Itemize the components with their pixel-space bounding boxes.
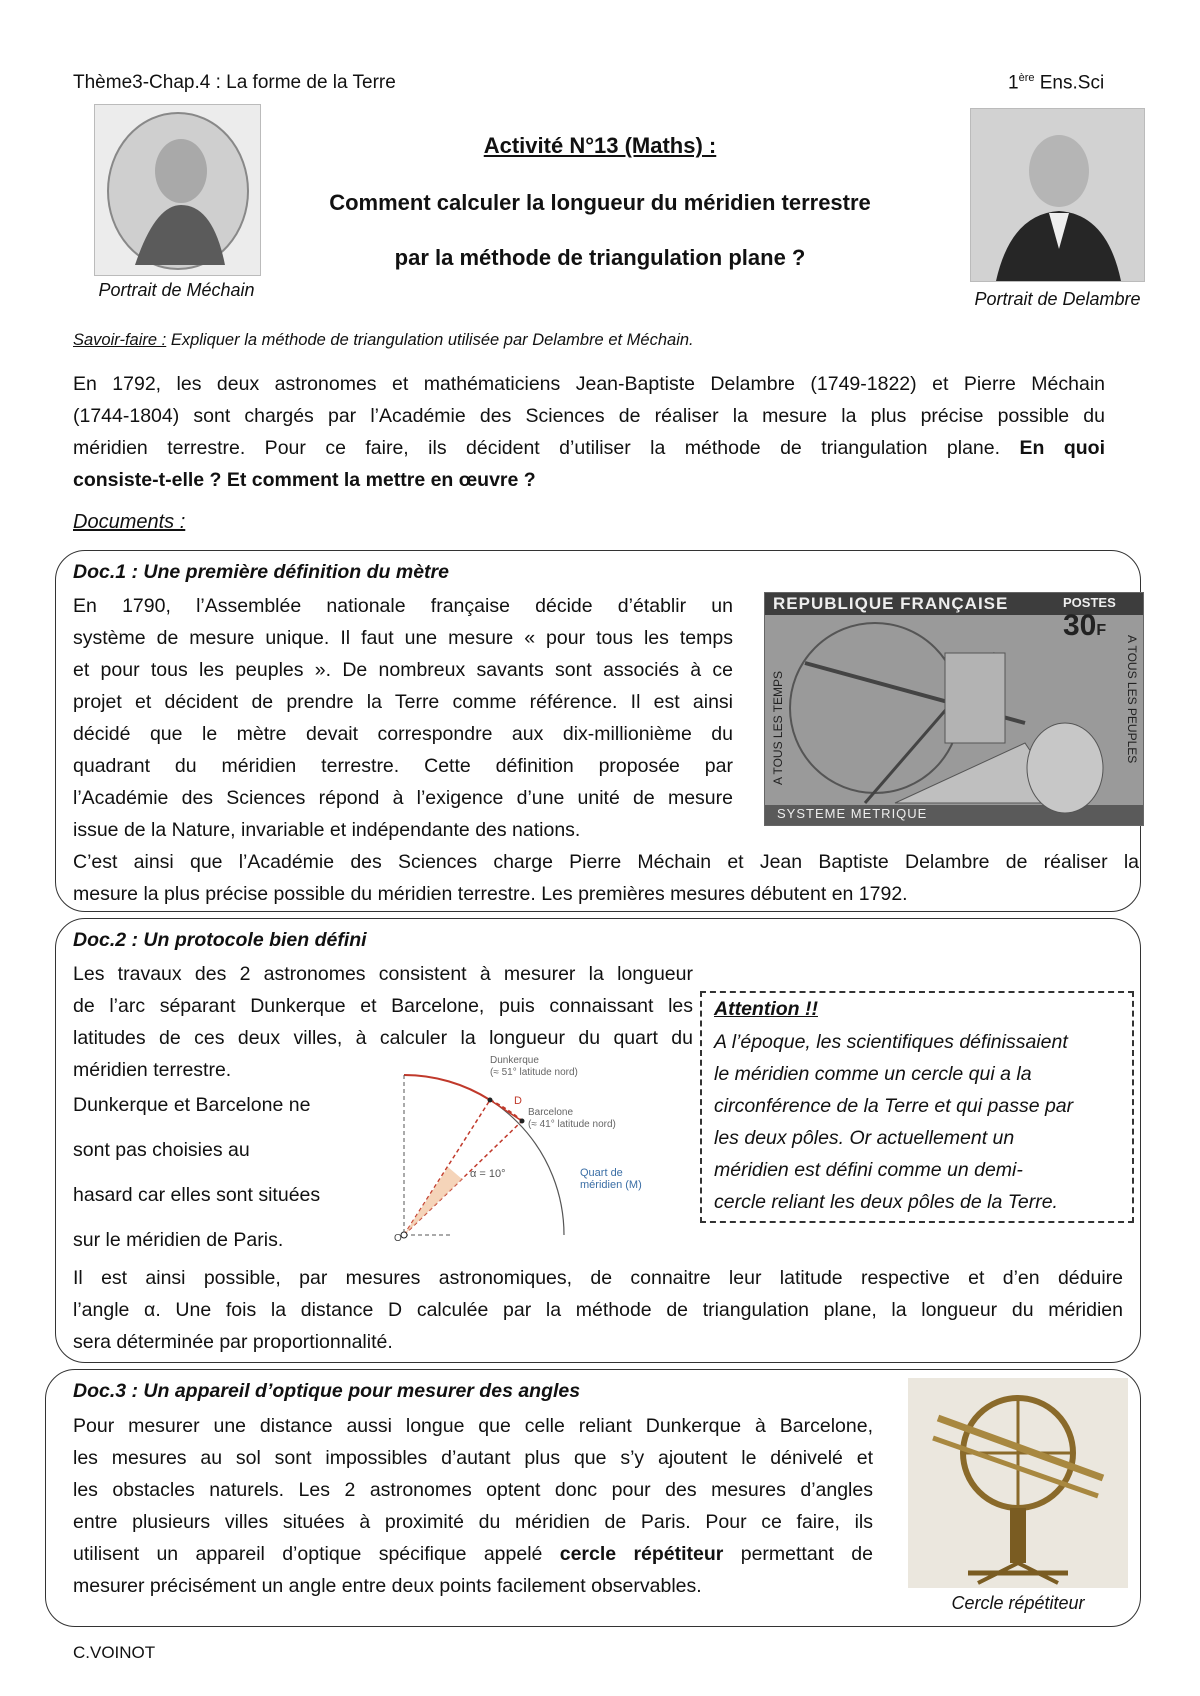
dunkerque-label: Dunkerque (≈ 51° latitude nord) bbox=[490, 1055, 578, 1078]
doc2-line: sur le méridien de Paris. bbox=[73, 1229, 284, 1251]
doc2-title: Doc.2 : Un protocole bien défini bbox=[73, 929, 367, 951]
intro-paragraph bbox=[73, 368, 1105, 496]
stamp-postes: POSTES bbox=[1063, 595, 1116, 610]
stamp-image bbox=[764, 592, 1144, 826]
doc2-short-text bbox=[73, 1083, 373, 1263]
quart-meridien-label: Quart de méridien (M) bbox=[580, 1167, 642, 1191]
portrait-mechain-caption: Portrait de Méchain bbox=[98, 280, 255, 300]
header-right: 1ère Ens.Sci bbox=[1008, 72, 1105, 94]
doc3-line: Pour mesurer une distance aussi longue que celle reliant Dunkerque à Barcelone, bbox=[73, 1415, 873, 1437]
doc1-title: Doc.1 : Une première définition du mètre bbox=[73, 561, 449, 583]
doc1-line: mesure la plus précise possible du méridien terrestre. Les premières mesures débutent en 1792. bbox=[73, 883, 908, 905]
doc1-line: décidé que le mètre devait correspondre aux dix-millionième du bbox=[73, 723, 733, 745]
doc1-line: issue de la Nature, invariable et indépendante des nations. bbox=[73, 819, 581, 841]
attention-line: A l’époque, les scientifiques définissaient bbox=[714, 1031, 1068, 1053]
doc3-text bbox=[73, 1410, 873, 1602]
intro-line: (1744-1804) sont chargés par l’Académie des Sciences de réaliser la mesure la plus précise possible du bbox=[73, 405, 1105, 427]
doc2-line: de l’arc séparant Dunkerque et Barcelone, puis connaissant les bbox=[73, 995, 693, 1017]
attention-line: cercle reliant les deux pôles de la Terre. bbox=[714, 1191, 1058, 1213]
doc1-text-full bbox=[73, 846, 1139, 910]
portrait-mechain bbox=[94, 104, 261, 276]
doc3-line: mesurer précisément un angle entre deux points facilement observables. bbox=[73, 1575, 702, 1597]
barcelone-label: Barcelone (≈ 41° latitude nord) bbox=[528, 1107, 616, 1130]
attention-title: Attention !! bbox=[714, 998, 818, 1020]
attention-text bbox=[714, 1026, 1124, 1218]
intro-line: En 1792, les deux astronomes et mathématiciens Jean-Baptiste Delambre (1749-1822) et Pierre Méchain bbox=[73, 373, 1105, 395]
stamp-top-text: REPUBLIQUE FRANÇAISE bbox=[773, 594, 1009, 613]
portrait-delambre-caption: Portrait de Delambre bbox=[974, 289, 1141, 309]
header-left: Thème3-Chap.4 : La forme de la Terre bbox=[73, 72, 396, 93]
stamp-right-text: A TOUS LES PEUPLES bbox=[1125, 635, 1139, 764]
activity-title: Activité N°13 (Maths) : bbox=[483, 133, 717, 158]
doc2-line: Il est ainsi possible, par mesures astronomiques, de connaitre leur latitude respective et d’en déduire bbox=[73, 1267, 1123, 1289]
intro-line: consiste-t-elle ? Et comment la mettre en œuvre ? bbox=[73, 469, 536, 491]
doc1-line: système de mesure unique. Il faut une mesure « pour tous les temps bbox=[73, 627, 733, 649]
title-line-2: par la méthode de triangulation plane ? bbox=[394, 245, 806, 270]
doc1-text bbox=[73, 590, 733, 846]
stamp-value: 30F bbox=[1063, 609, 1107, 642]
cercle-repetiteur-image bbox=[908, 1378, 1128, 1588]
footer-author: C.VOINOT bbox=[73, 1643, 156, 1662]
doc1-line: et pour tous les peuples ». De nombreux savants sont associés à ce bbox=[73, 659, 733, 681]
attention-line: les deux pôles. Or actuellement un bbox=[714, 1127, 1015, 1149]
attention-line: circonférence de la Terre et qui passe par bbox=[714, 1095, 1074, 1117]
doc1-line: quadrant du méridien terrestre. Cette définition proposée par bbox=[73, 755, 733, 777]
stamp-left-text: A TOUS LES TEMPS bbox=[771, 670, 785, 785]
doc1-line: l’Académie des Sciences répond à l’exigence d’une unité de mesure bbox=[73, 787, 733, 809]
doc2-line: hasard car elles sont situées bbox=[73, 1184, 321, 1206]
attention-line: le méridien comme un cercle qui a la bbox=[714, 1063, 1032, 1085]
origin-label: O bbox=[394, 1233, 402, 1244]
doc3-line: les obstacles naturels. Les 2 astronomes optent donc pour des mesures d’angles bbox=[73, 1479, 873, 1501]
d-label: D bbox=[514, 1095, 522, 1107]
intro-line: méridien terrestre. Pour ce faire, ils décident d’utiliser la méthode de triangulation plane. En quoi bbox=[73, 437, 1106, 459]
meridian-diagram bbox=[390, 1055, 670, 1245]
doc3-line: les mesures au sol sont impossibles d’autant plus que s’y ajoutent le dénivelé et bbox=[73, 1447, 873, 1469]
doc3-line: entre plusieurs villes situées à proximité du méridien de Paris. Pour ce faire, ils bbox=[73, 1511, 873, 1533]
doc3-title: Doc.3 : Un appareil d’optique pour mesurer des angles bbox=[73, 1380, 581, 1402]
doc1-line: projet et décident de prendre la Terre comme référence. Il est ainsi bbox=[73, 691, 733, 713]
doc1-line: C’est ainsi que l’Académie des Sciences charge Pierre Méchain et Jean Baptiste Delambre de réaliser la bbox=[73, 851, 1139, 873]
cercle-repetiteur-caption: Cercle répétiteur bbox=[951, 1593, 1085, 1613]
documents-label: Documents : bbox=[73, 511, 186, 533]
doc2-line: sera déterminée par proportionnalité. bbox=[73, 1331, 393, 1353]
doc2-bottom-text bbox=[73, 1262, 1123, 1358]
doc2-line: sont pas choisies au bbox=[73, 1139, 250, 1161]
doc2-line: latitudes de ces deux villes, à calculer la longueur du quart du bbox=[73, 1027, 693, 1049]
doc2-line: l’angle α. Une fois la distance D calculée par la méthode de triangulation plane, la longueur du méridien bbox=[73, 1299, 1123, 1321]
alpha-label: α = 10° bbox=[470, 1168, 506, 1180]
savoir-faire: Savoir-faire : Expliquer la méthode de triangulation utilisée par Delambre et Méchain. bbox=[73, 331, 694, 349]
attention-line: méridien est défini comme un demi- bbox=[714, 1159, 1023, 1181]
stamp-bottom-text: SYSTEME METRIQUE bbox=[777, 806, 928, 821]
doc1-line: En 1790, l’Assemblée nationale française décide d’établir un bbox=[73, 595, 733, 617]
title-line-1: Comment calculer la longueur du méridien terrestre bbox=[329, 190, 871, 215]
doc2-line: méridien terrestre. bbox=[73, 1059, 232, 1081]
doc2-line: Les travaux des 2 astronomes consistent à mesurer la longueur bbox=[73, 963, 693, 985]
doc2-line: Dunkerque et Barcelone ne bbox=[73, 1094, 311, 1116]
doc3-line: utilisent un appareil d’optique spécifique appelé cercle répétiteur permettant de bbox=[73, 1543, 873, 1565]
portrait-delambre bbox=[970, 108, 1145, 282]
